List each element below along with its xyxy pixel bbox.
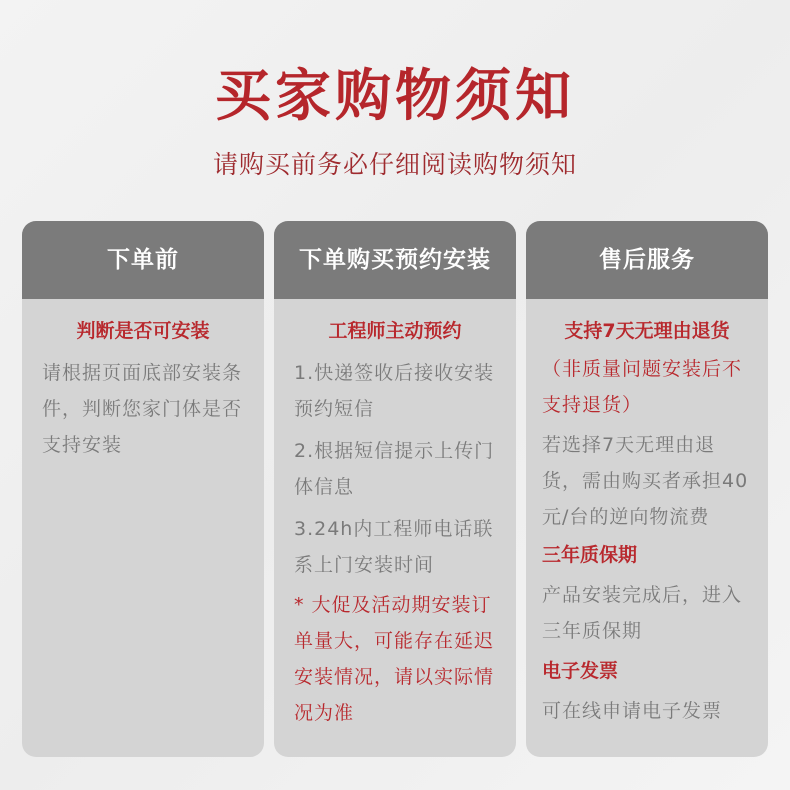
- step-item: 2.根据短信提示上传门体信息: [294, 440, 495, 498]
- card-order-installation: [274, 221, 516, 757]
- card-before-order: [22, 221, 264, 757]
- card-text: 请根据页面底部安装条件，判断您家门体是否支持安装: [42, 362, 243, 456]
- card-highlight: 工程师主动预约: [328, 320, 462, 342]
- card-heading: 下单购买预约安装: [274, 221, 516, 299]
- warranty-text: 产品安装完成后，进入三年质保期: [542, 584, 743, 642]
- step-item: 3.24h内工程师电话联系上门安装时间: [294, 518, 494, 576]
- return-policy-note: （非质量问题安装后不支持退货）: [542, 358, 743, 416]
- invoice-text: 可在线申请电子发票: [542, 700, 723, 722]
- card-highlight: 判断是否可安装: [76, 320, 210, 342]
- warranty-title: 三年质保期: [542, 544, 638, 566]
- step-item: 1.快递签收后接收安装预约短信: [294, 362, 495, 420]
- card-after-sales: [526, 221, 768, 757]
- card-heading: 下单前: [22, 221, 264, 299]
- invoice-title: 电子发票: [542, 660, 619, 682]
- page-subtitle: 请购买前务必仔细阅读购物须知: [212, 150, 577, 179]
- promo-note: * 大促及活动期安装订单量大，可能存在延迟安装情况，请以实际情况为准: [294, 594, 495, 724]
- return-policy-text: 若选择7天无理由退货，需由购买者承担40元/台的逆向物流费: [542, 434, 749, 528]
- return-policy-title: 支持7天无理由退货: [564, 320, 730, 342]
- card-heading: 售后服务: [526, 221, 768, 299]
- page-title: 买家购物须知: [215, 64, 575, 129]
